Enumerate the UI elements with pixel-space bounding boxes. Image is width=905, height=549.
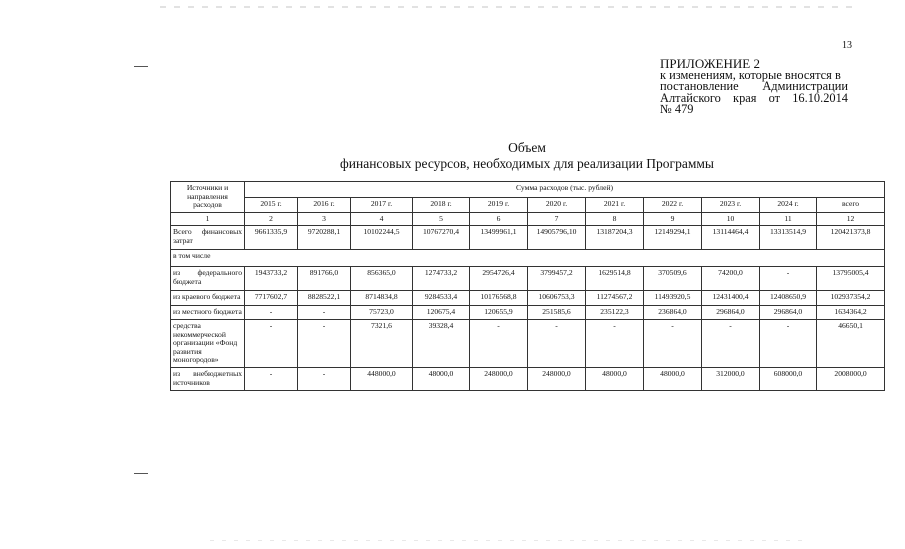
table-cell: 11493920,5 [644,291,702,306]
appendix-line: № 479 [660,102,694,116]
index-cell: 10 [702,212,760,226]
table-cell: - [298,306,351,320]
table-cell: - [298,367,351,390]
row-label: в том числе [171,250,885,267]
table-cell: 120421373,8 [817,226,885,250]
table-cell: 13114464,4 [702,226,760,250]
table-cell: 13313514,9 [760,226,817,250]
index-cell: 11 [760,212,817,226]
table-cell: 10102244,5 [351,226,413,250]
table-cell: 3799457,2 [528,267,586,291]
table-cell: - [470,319,528,367]
index-cell: 5 [413,212,470,226]
table-cell: 13187204,3 [586,226,644,250]
table-cell: 48000,0 [644,367,702,390]
table-cell: - [702,319,760,367]
table-row-extrabudgetary [171,367,885,390]
year-header: 2015 г. [245,198,298,212]
table-cell: - [245,306,298,320]
table-cell: 608000,0 [760,367,817,390]
table-cell: - [760,319,817,367]
table-cell: 235122,3 [586,306,644,320]
year-header: 2021 г. [586,198,644,212]
appendix-line: постановление Администрации [660,79,848,93]
index-cell: 2 [245,212,298,226]
table-cell: 48000,0 [413,367,470,390]
table-cell: 236864,0 [644,306,702,320]
table-cell: 11274567,2 [586,291,644,306]
index-cell: 7 [528,212,586,226]
table-cell: - [644,319,702,367]
index-cell: 9 [644,212,702,226]
scan-artifact-bottom [210,540,810,541]
table-cell: 13795005,4 [817,267,885,291]
table-cell: - [528,319,586,367]
table-row-including [171,250,885,267]
table-cell: 74200,0 [702,267,760,291]
table-cell: 13499961,1 [470,226,528,250]
financial-table [170,181,885,391]
table-row-total [171,226,885,250]
year-header: 2020 г. [528,198,586,212]
table-cell: 1634364,2 [817,306,885,320]
year-header: всего [817,198,885,212]
row-label: из внебюджетных источников [171,367,245,390]
table-cell: 48000,0 [586,367,644,390]
index-cell: 3 [298,212,351,226]
table-cell: 10606753,3 [528,291,586,306]
row-label: из местного бюджета [171,306,245,320]
table-cell: 296864,0 [702,306,760,320]
table-cell: 448000,0 [351,367,413,390]
year-header: 2024 г. [760,198,817,212]
index-cell: 4 [351,212,413,226]
table-cell: 891766,0 [298,267,351,291]
year-header: 2016 г. [298,198,351,212]
appendix-title: ПРИЛОЖЕНИЕ 2 [660,56,760,71]
year-header: 2018 г. [413,198,470,212]
row-label: средства некоммерческой организации «Фонд развития моногородов» [171,319,245,367]
table-cell: 312000,0 [702,367,760,390]
table-cell: 248000,0 [470,367,528,390]
table-row-local [171,306,885,320]
table-cell: 251585,6 [528,306,586,320]
row-label: Всего финансовых затрат [171,226,245,250]
document-heading [170,140,884,172]
table-cell: 248000,0 [528,367,586,390]
table-cell: 10176568,8 [470,291,528,306]
source-header: Источники и направления расходов [171,182,245,213]
table-cell: 296864,0 [760,306,817,320]
table-cell: 12149294,1 [644,226,702,250]
table-cell: 9720288,1 [298,226,351,250]
year-header: 2017 г. [351,198,413,212]
table-row-federal [171,267,885,291]
table-cell: - [298,319,351,367]
table-cell: 1274733,2 [413,267,470,291]
table-cell: 75723,0 [351,306,413,320]
row-label: из федерального бюджета [171,267,245,291]
table-cell: 10767270,4 [413,226,470,250]
table-cell: 8714834,8 [351,291,413,306]
year-header: 2022 г. [644,198,702,212]
index-cell: 8 [586,212,644,226]
margin-mark-top [134,66,148,67]
appendix-line: Алтайского края от 16.10.2014 [660,90,848,105]
heading-line2: финансовых ресурсов, необходимых для реализации Программы [340,156,714,171]
table-cell: 370509,6 [644,267,702,291]
appendix-line: к изменениям, которые вносятся в [660,67,841,82]
index-cell: 1 [171,212,245,226]
table-cell: - [245,319,298,367]
table-cell: 1629514,8 [586,267,644,291]
table-cell: 8828522,1 [298,291,351,306]
page-number: 13 [842,40,852,51]
table-cell: 9661335,9 [245,226,298,250]
table-cell: 1943733,2 [245,267,298,291]
table-cell: 9284533,4 [413,291,470,306]
table-cell: 12408650,9 [760,291,817,306]
table-cell: - [586,319,644,367]
index-cell: 6 [470,212,528,226]
table-cell: 102937354,2 [817,291,885,306]
row-label: из краевого бюджета [171,291,245,306]
table-cell: 2008000,0 [817,367,885,390]
heading-line1: Объем [508,140,546,155]
table-cell: 120675,4 [413,306,470,320]
appendix-block [660,58,848,116]
table-cell: 12431400,4 [702,291,760,306]
table-cell: 7321,6 [351,319,413,367]
table-cell: 2954726,4 [470,267,528,291]
margin-mark-bottom [134,473,148,474]
year-header: 2023 г. [702,198,760,212]
sum-header: Сумма расходов (тыс. рублей) [245,182,885,198]
table-cell: 14905796,10 [528,226,586,250]
index-cell: 12 [817,212,885,226]
table-cell: 120655,9 [470,306,528,320]
scan-artifact-top [160,6,860,8]
table-row-regional [171,291,885,306]
year-header: 2019 г. [470,198,528,212]
table-cell: 856365,0 [351,267,413,291]
table-cell: - [245,367,298,390]
table-cell: - [760,267,817,291]
table-cell: 46650,1 [817,319,885,367]
table-cell: 7717602,7 [245,291,298,306]
table-cell: 39328,4 [413,319,470,367]
table-row-fund [171,319,885,367]
